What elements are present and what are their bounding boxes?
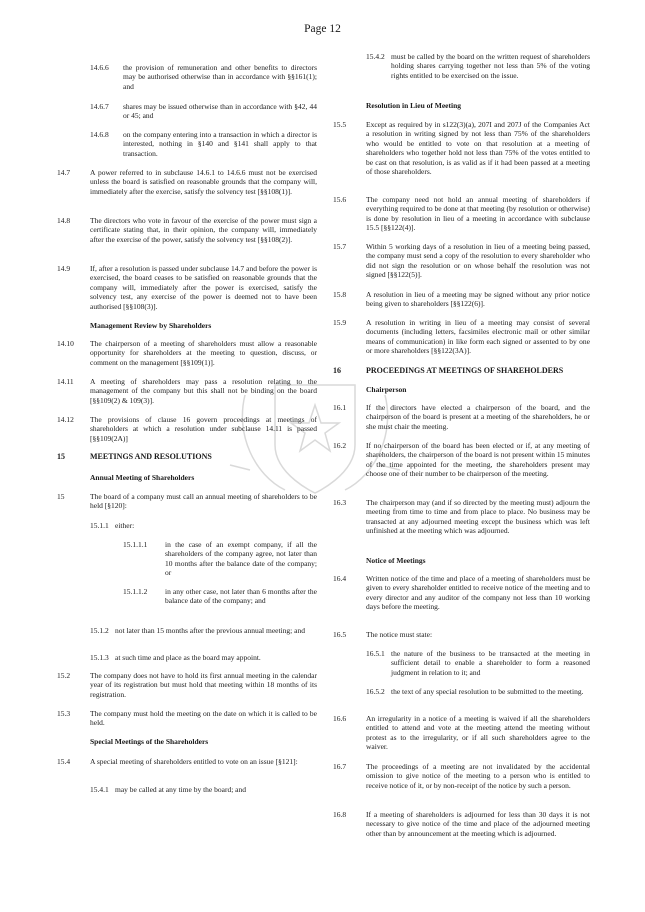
clause-text: A special meeting of shareholders entitled to vote on an issue [§121]: [90,757,298,766]
clause-number: 16.7 [333,762,347,771]
clause-number: 14.10 [57,339,74,348]
clause [57,264,317,311]
clause [333,242,590,280]
clause-text: The board of a company must call an annual meeting of shareholders to be held [§120]: [90,492,317,511]
clause-number: 15.2 [57,671,71,680]
clause [366,687,590,696]
clause [90,130,317,158]
clause-text: The directors who vote in favour of the exercise of the power must sign a certificate stating that, in their opinion, the company will, immediately after the exercise of the power, satisfy the solvency test [§§108(2)]. [90,216,317,244]
clause-number: 16.2 [333,441,347,450]
clause-number: 16.4 [333,574,347,583]
clause-number: 14.12 [57,415,74,424]
clause [366,649,590,677]
clause [333,441,590,479]
clause-text: The company does not have to hold its first annual meeting in the calendar year of its registration but must hold that meeting within 18 months of its registration. [90,671,317,699]
clause [333,714,590,752]
clause [333,120,590,176]
subheading: Management Review by Shareholders [90,321,212,330]
clause-number: 14.7 [57,168,71,177]
subheading: Resolution in Lieu of Meeting [366,101,461,110]
clause [333,318,590,356]
subheading: Chairperson [366,385,407,394]
clause [90,626,317,635]
clause-number: 15.7 [333,242,347,251]
clause-text: A power referred to in subclause 14.6.1 to 14.6.6 must not be exercised unless the board is satisfied on reasonable grounds that the company will, immediately after the exercise, satisfy the solvency test [§§108(1)]. [90,168,317,196]
clause-text: the nature of the business to be transacted at the meeting in sufficient detail to enable a shareholder to form a reasoned judgment in relation to it; and [391,649,590,677]
clause-number: 16.1 [333,403,347,412]
clause-text: The chairperson may (and if so directed by the meeting must) adjourn the meeting from time to time and from place to place. No business may be transacted at any adjourned meeting except the business which was left unfinished at the meeting which was adjourned. [366,498,590,536]
clause [333,195,590,233]
subheading: Special Meetings of the Shareholders [90,737,209,746]
page-number: Page 12 [304,23,341,35]
clause [57,377,317,405]
clause [333,403,590,431]
clause-number: 15.6 [333,195,347,204]
clause-number: 15.1.1 [90,521,109,530]
clause [57,709,317,728]
clause [57,415,317,443]
clause-number: 14.6.6 [90,63,109,72]
clause [333,498,590,536]
clause-text: either: [115,521,135,530]
clause [90,521,317,530]
clause [333,574,590,612]
clause [57,339,317,367]
clause-text: A resolution in writing in lieu of a meeting may consist of several documents (including letters, facsimiles electronic mail or other similar means of communication) in like form each signed or assented to by one or more shareholders [§§122(3A)]. [366,318,590,356]
clause [333,762,590,790]
clause-text: A meeting of shareholders may pass a resolution relating to the management of the company but this shall not be binding on the board [§§109(2) & 109(3)]. [90,377,317,405]
clause-number: 15.1.1.2 [123,587,148,596]
section-number: 16 [333,366,341,375]
clause-text: The provisions of clause 16 govern proceedings at meetings of shareholders at which a resolution under subclause 14.11 is passed [§§109(2A)] [90,415,317,443]
clause [333,630,590,639]
clause-text: on the company entering into a transaction in which a director is interested, nothing in §140 and §141 shall apply to that transaction. [123,130,317,158]
clause-text: If, after a resolution is passed under subclause 14.7 and before the power is exercised, the board ceases to be satisfied on reasonable grounds that the company will, immediately after the power is exercised, satisfy the solvency test, any exercise of the power is deemed not to have been authorised [§§108(3)]. [90,264,317,311]
clause-text: in the case of an exempt company, if all the shareholders of the company agree, not later than 10 months after the balance date of the company; or [165,540,317,578]
clause [90,63,317,91]
clause-number: 14.6.7 [90,102,109,111]
clause-text: Except as required by in s122(3)(a), 207I and 207J of the Companies Act a resolution in writing signed by not less than 75% of the shareholders who would be entitled to vote on that resolution at a meeting of shareholders who together hold not less than 75% of the votes entitled to be cast on that resolution, is as valid as if it had been passed at a meeting of those shareholders. [366,120,590,177]
clause-text: shares may be issued otherwise than in accordance with §42, 44 or 45; and [123,102,317,121]
section-heading [333,366,590,375]
clause-text: not later than 15 months after the previous annual meeting; and [115,626,305,635]
clause-number: 15.1.1.1 [123,540,148,549]
clause-number: 15.1.2 [90,626,109,635]
clause-text: If the directors have elected a chairperson of the board, and the chairperson of the board is present at a meeting of the shareholders, he or she must chair the meeting. [366,403,590,431]
clause [57,757,317,766]
clause-text: Written notice of the time and place of a meeting of shareholders must be given to every shareholder entitled to receive notice of the meeting and to every director and any auditor of the company not less than 10 working days before the meeting. [366,574,590,612]
clause-text: The company must hold the meeting on the date on which it is called to be held. [90,709,317,728]
clause-text: in any other case, not later than 6 months after the balance date of the company; and [165,587,317,606]
clause [333,290,590,309]
clause-text: A resolution in lieu of a meeting may be signed without any prior notice being given to shareholders [§§122(6)]. [366,290,590,309]
subheading: Annual Meeting of Shareholders [90,473,195,482]
clause-number: 15.5 [333,120,347,129]
clause-number: 16.5.1 [366,649,385,658]
clause [57,671,317,699]
clause-text: must be called by the board on the written request of shareholders holding shares carrying together not less than 5% of the voting rights entitled to be exercised on the issue. [391,52,590,80]
clause [90,102,317,121]
clause [123,587,317,606]
clause [90,653,317,662]
section-title: PROCEEDINGS AT MEETINGS OF SHAREHOLDERS [366,366,564,375]
clause-number: 14.9 [57,264,71,273]
clause-text: If a meeting of shareholders is adjourned for less than 30 days it is not necessary to give notice of the time and place of the adjourned meeting other than by announcement at the meeting which is adjourned. [366,810,590,838]
clause-text: If no chairperson of the board has been elected or if, at any meeting of shareholders, the chairperson of the board is not present within 15 minutes of the time appointed for the meeting, the shareholders present may choose one of their number to be chairperson of the meeting. [366,441,590,479]
section-title: MEETINGS AND RESOLUTIONS [90,452,212,461]
clause-text: may be called at any time by the board; and [115,785,246,794]
clause-number: 14.11 [57,377,74,386]
clause-text: the text of any special resolution to be submitted to the meeting. [391,687,584,696]
section-heading [57,452,317,461]
clause-number: 16.3 [333,498,347,507]
clause [333,810,590,838]
clause [57,492,317,511]
clause-number: 15 [57,492,65,501]
clause-number: 16.5 [333,630,347,639]
clause [123,540,317,578]
clause-number: 15.9 [333,318,347,327]
clause-text: Within 5 working days of a resolution in lieu of a meeting being passed, the company must send a copy of the resolution to every shareholder who did not sign the resolution or on whose behalf the resolution was not signed [§§122(5)]. [366,242,590,280]
clause-number: 15.4.1 [90,785,109,794]
clause-text: The chairperson of a meeting of shareholders must allow a reasonable opportunity for shareholders at the meeting to question, discuss, or comment on the management [§§109(1)]. [90,339,317,367]
clause-text: The notice must state: [366,630,433,639]
clause-number: 15.8 [333,290,347,299]
clause-number: 15.1.3 [90,653,109,662]
clause [57,168,317,196]
clause-text: The company need not hold an annual meeting of shareholders if everything required to be done at that meeting (by resolution or otherwise) is done by resolution in lieu of a meeting in accordance with subclause 15.5 [§§122(4)]. [366,195,590,233]
clause-number: 14.6.8 [90,130,109,139]
clause-number: 14.8 [57,216,71,225]
clause-number: 15.4 [57,757,71,766]
clause-number: 15.4.2 [366,52,385,61]
subheading: Notice of Meetings [366,556,426,565]
clause-number: 16.5.2 [366,687,385,696]
clause-text: An irregularity in a notice of a meeting is waived if all the shareholders entitled to attend and vote at the meeting attend the meeting without protest as to the irregularity, or if all such shareholders agree to the waiver. [366,714,590,752]
clause-text: the provision of remuneration and other benefits to directors may be authorised otherwise than in accordance with §§161(1); and [123,63,317,91]
clause-number: 16.6 [333,714,347,723]
clause-text: The proceedings of a meeting are not invalidated by the accidental omission to give notice of the meeting to a person who is entitled to receive notice of it, or by non-receipt of the notice by such a person. [366,762,590,790]
clause [366,52,590,80]
clause-text: at such time and place as the board may appoint. [115,653,261,662]
clause-number: 15.3 [57,709,71,718]
clause-number: 16.8 [333,810,347,819]
section-number: 15 [57,452,65,461]
clause [57,216,317,244]
clause [90,785,317,794]
